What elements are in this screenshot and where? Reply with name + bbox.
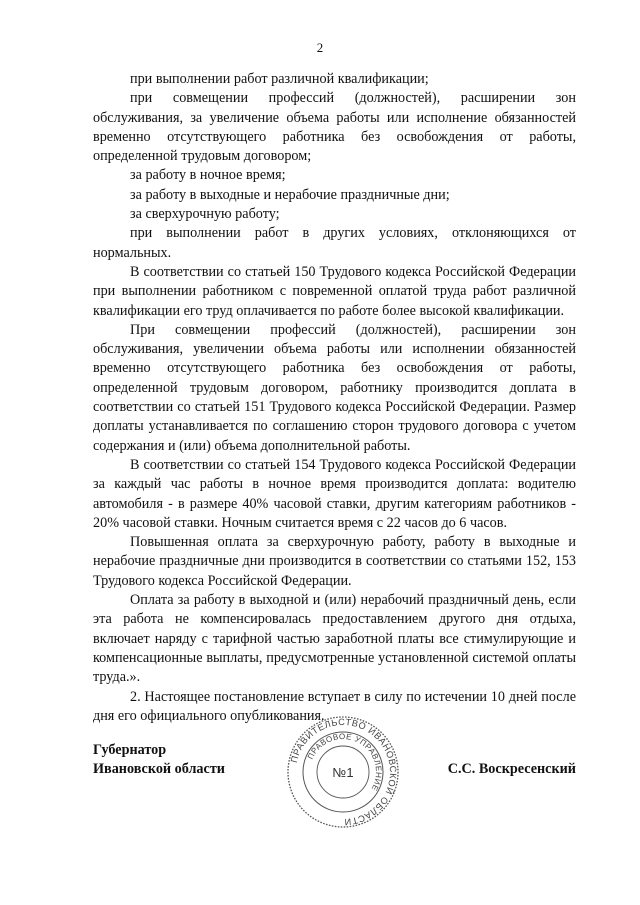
page-number: 2 [316,40,324,55]
stamp-outer-text: ПРАВИТЕЛЬСТВО ИВАНОВСКОЙ ОБЛАСТИ [288,716,399,828]
paragraph: при совмещении профессий (должностей), расширении зон обслуживания, за увеличение объема работы или исполнение обязанностей временно отсутствующего работника без освобождения от работы, определенной трудовым договором; [93,90,576,165]
signatory-name: С.С. Воскресенский [447,761,576,777]
paragraph: за работу в ночное время; [130,167,286,184]
stamp-number: №1 [332,765,354,780]
paragraph: при выполнении работ в других условиях, отклоняющихся от нормальных. [93,225,576,261]
document-body [93,70,576,726]
paragraph: В соответствии со статьей 154 Трудового кодекса Российской Федерации за каждый час работы в ночное время производится доплата: водителю автомобиля - в размере 40% часовой ставки, другим категориям работников - 20% часовой ставки. Ночным считается время с 22 часов до 6 часов. [93,456,576,531]
paragraph: 2. Настоящее постановление вступает в силу по истечении 10 дней после дня его официального опубликования. [93,688,576,724]
signature-block [93,716,576,851]
stamp-inner-text: ПРАВОВОЕ УПРАВЛЕНИЕ [305,731,384,793]
paragraph: В соответствии со статьей 150 Трудового кодекса Российской Федерации при выполнении работником с повременной оплатой труда работ различной квалификации его труд оплачивается по работе более высокой квалификации. [93,263,576,319]
paragraph: Оплата за работу в выходной и (или) нерабочий праздничный день, если эта работа не компенсировалась предоставлением другого дня отдыха, включает наряду с тарифной частью заработной платы все стимулирующие и компенсационные выплаты, предусмотренные установленной системой оплаты труда.». [93,592,576,686]
paragraph: за сверхурочную работу; [130,206,280,223]
signatory-title [93,741,225,779]
paragraph: При совмещении профессий (должностей), расширении зон обслуживания, увеличении объема работы или исполнении обязанностей временно отсутствующего работника без освобождения от работы, определенной трудовым договором, работнику производится доплата в соответствии со статьей 151 Трудового кодекса Российской Федерации. Размер доплаты устанавливается по соглашению сторон трудового договора с учетом содержания и (или) объема дополнительной работы. [93,321,576,454]
signatory-title-line: Ивановской области [93,761,225,777]
official-seal-stamp [286,715,400,829]
paragraph: за работу в выходные и нерабочие праздничные дни; [130,186,450,203]
paragraph: при выполнении работ различной квалификации; [130,71,429,87]
paragraph: Повышенная оплата за сверхурочную работу, работу в выходные и нерабочие праздничные дни производится в соответствии со статьями 152, 153 Трудового кодекса Российской Федерации. [93,534,576,589]
signatory-title-line: Губернатор [93,742,167,758]
